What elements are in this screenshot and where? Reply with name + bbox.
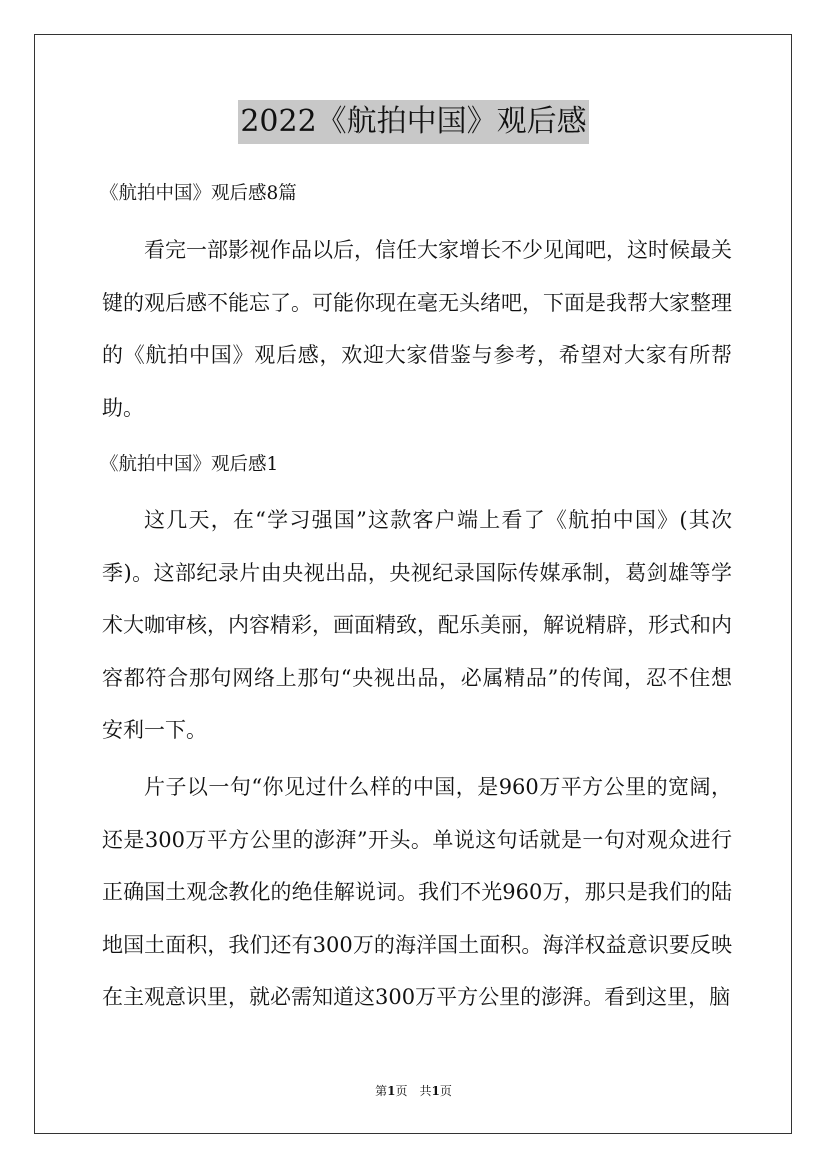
page-footer: 第1页 共1页	[375, 1084, 452, 1098]
body-paragraph-2: 片子以一句“你见过什么样的中国，是960万平方公里的宽阔，还是300万平方公里的澎湃”开头。单说这句话就是一句对观众进行正确国土观念教化的绝佳解说词。我们不光960万，那只是我们的陆地国土面积，我们还有300万的海洋国土面积。海洋权益意识要反映在主观意识里，就必需知道这300万平方公里的澎湃。看到这里，脑	[102, 775, 732, 1009]
document-title-wrap	[0, 100, 827, 144]
total-page-number: 1	[431, 1084, 440, 1098]
section-heading: 《航拍中国》观后感1	[100, 454, 279, 475]
intro-paragraph: 看完一部影视作品以后，信任大家增长不少见闻吧，这时候最关键的观后感不能忘了。可能你现在毫无头绪吧，下面是我帮大家整理的《航拍中国》观后感，欢迎大家借鉴与参考，希望对大家有所帮助。	[102, 238, 732, 420]
collection-heading: 《航拍中国》观后感8篇	[100, 183, 297, 204]
body-paragraph-1: 这几天，在“学习强国”这款客户端上看了《航拍中国》(其次季)。这部纪录片由央视出品，央视纪录国际传媒承制，葛剑雄等学术大咖审核，内容精彩，画面精致，配乐美丽，解说精辟，形式和内容都符合那句网络上那句“央视出品，必属精品”的传闻，忍不住想安利一下。	[102, 508, 732, 742]
document-title: 2022《航拍中国》观后感	[238, 100, 588, 144]
current-page-number: 1	[387, 1084, 396, 1098]
